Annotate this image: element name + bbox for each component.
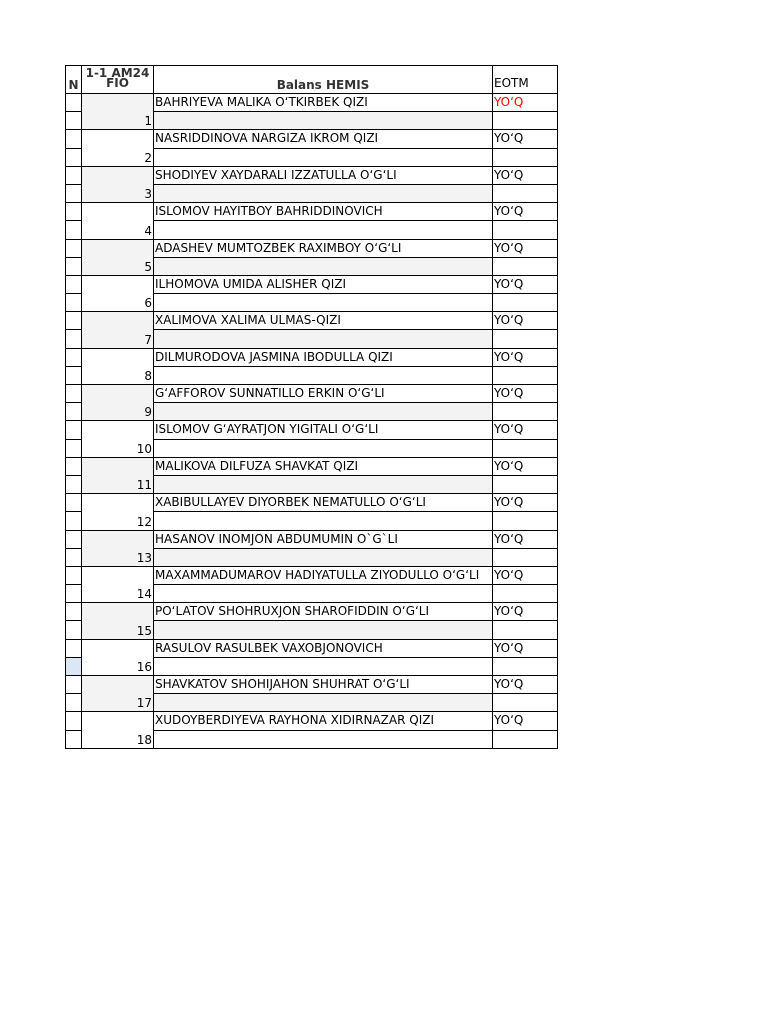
header-n[interactable]: N bbox=[66, 66, 82, 94]
status-sub-cell[interactable] bbox=[493, 112, 558, 130]
header-group-line2: FIO bbox=[106, 76, 129, 90]
name-sub-cell[interactable] bbox=[154, 621, 493, 639]
eotm-status[interactable]: YO‘Q bbox=[493, 203, 558, 221]
name-sub-cell[interactable] bbox=[154, 548, 493, 566]
table-row bbox=[66, 639, 558, 657]
eotm-status[interactable]: YO‘Q bbox=[493, 566, 558, 584]
student-name[interactable]: DILMURODOVA JASMINA IBODULLA QIZI bbox=[154, 348, 493, 366]
status-sub-cell[interactable] bbox=[493, 512, 558, 530]
status-sub-cell[interactable] bbox=[493, 657, 558, 675]
name-sub-cell[interactable] bbox=[154, 330, 493, 348]
table-row bbox=[66, 530, 558, 548]
header-group[interactable] bbox=[82, 66, 154, 94]
n-cell[interactable] bbox=[66, 730, 82, 748]
row-number[interactable]: 2 bbox=[82, 130, 154, 166]
n-cell[interactable] bbox=[66, 385, 82, 403]
n-cell[interactable] bbox=[66, 184, 82, 202]
n-cell[interactable] bbox=[66, 148, 82, 166]
n-cell[interactable] bbox=[66, 566, 82, 584]
status-sub-cell[interactable] bbox=[493, 621, 558, 639]
name-sub-cell[interactable] bbox=[154, 475, 493, 493]
row-number[interactable]: 12 bbox=[82, 494, 154, 530]
status-sub-cell[interactable] bbox=[493, 366, 558, 384]
status-sub-cell[interactable] bbox=[493, 403, 558, 421]
student-name[interactable]: SHAVKATOV SHOHIJAHON SHUHRAT O‘G‘LI bbox=[154, 676, 493, 694]
name-sub-cell[interactable] bbox=[154, 221, 493, 239]
n-cell[interactable] bbox=[66, 512, 82, 530]
student-name[interactable]: ISLOMOV HAYITBOY BAHRIDDINOVICH bbox=[154, 203, 493, 221]
student-name[interactable]: SHODIYEV XAYDARALI IZZATULLA O‘G‘LI bbox=[154, 166, 493, 184]
status-sub-cell[interactable] bbox=[493, 694, 558, 712]
n-cell[interactable] bbox=[66, 712, 82, 730]
eotm-status[interactable]: YO‘Q bbox=[493, 639, 558, 657]
table-row bbox=[66, 603, 558, 621]
student-table bbox=[65, 65, 558, 749]
table-row bbox=[66, 130, 558, 148]
n-cell[interactable] bbox=[66, 494, 82, 512]
eotm-status[interactable]: YO‘Q bbox=[493, 712, 558, 730]
status-sub-cell[interactable] bbox=[493, 257, 558, 275]
name-sub-cell[interactable] bbox=[154, 294, 493, 312]
eotm-status[interactable]: YO‘Q bbox=[493, 348, 558, 366]
row-number[interactable]: 6 bbox=[82, 275, 154, 311]
student-name[interactable]: XUDOYBERDIYEVA RAYHONA XIDIRNAZAR QIZI bbox=[154, 712, 493, 730]
n-cell[interactable] bbox=[66, 166, 82, 184]
name-sub-cell[interactable] bbox=[154, 148, 493, 166]
n-cell[interactable] bbox=[66, 639, 82, 657]
n-cell[interactable] bbox=[66, 603, 82, 621]
n-cell[interactable] bbox=[66, 694, 82, 712]
eotm-status[interactable]: YO‘Q bbox=[493, 385, 558, 403]
eotm-status[interactable]: YO‘Q bbox=[493, 494, 558, 512]
name-sub-cell[interactable] bbox=[154, 184, 493, 202]
n-cell[interactable] bbox=[66, 348, 82, 366]
student-name[interactable]: ISLOMOV G‘AYRATJON YIGITALI O‘G‘LI bbox=[154, 421, 493, 439]
eotm-status[interactable]: YO‘Q bbox=[493, 421, 558, 439]
status-sub-cell[interactable] bbox=[493, 548, 558, 566]
row-number[interactable]: 15 bbox=[82, 603, 154, 639]
table-row bbox=[66, 385, 558, 403]
row-number[interactable]: 11 bbox=[82, 457, 154, 493]
name-sub-cell[interactable] bbox=[154, 512, 493, 530]
student-name[interactable]: MAXAMMADUMAROV HADIYATULLA ZIYODULLO O‘G‘LI bbox=[154, 566, 493, 584]
n-cell[interactable] bbox=[66, 330, 82, 348]
n-cell[interactable] bbox=[66, 221, 82, 239]
table-row bbox=[66, 457, 558, 475]
eotm-status[interactable]: YO‘Q bbox=[493, 94, 558, 112]
header-row bbox=[66, 66, 558, 94]
n-cell[interactable] bbox=[66, 203, 82, 221]
n-cell[interactable] bbox=[66, 312, 82, 330]
student-name[interactable]: RASULOV RASULBEK VAXOBJONOVICH bbox=[154, 639, 493, 657]
row-number[interactable]: 8 bbox=[82, 348, 154, 384]
eotm-status[interactable]: YO‘Q bbox=[493, 457, 558, 475]
eotm-status[interactable]: YO‘Q bbox=[493, 530, 558, 548]
table-row bbox=[66, 348, 558, 366]
table-row bbox=[66, 312, 558, 330]
name-sub-cell[interactable] bbox=[154, 257, 493, 275]
row-number[interactable]: 17 bbox=[82, 676, 154, 712]
name-sub-cell[interactable] bbox=[154, 366, 493, 384]
n-cell[interactable] bbox=[66, 366, 82, 384]
n-cell[interactable] bbox=[66, 621, 82, 639]
table-row bbox=[66, 203, 558, 221]
n-cell[interactable] bbox=[66, 94, 82, 112]
row-number[interactable]: 4 bbox=[82, 203, 154, 239]
row-number[interactable]: 3 bbox=[82, 166, 154, 202]
header-eotm[interactable]: EOTM bbox=[493, 66, 558, 94]
row-number[interactable]: 9 bbox=[82, 385, 154, 421]
status-sub-cell[interactable] bbox=[493, 585, 558, 603]
n-cell[interactable] bbox=[66, 439, 82, 457]
eotm-status[interactable]: YO‘Q bbox=[493, 676, 558, 694]
header-group-line1: 1-1 AM24 bbox=[85, 66, 150, 80]
table-row bbox=[66, 712, 558, 730]
student-name[interactable]: PO‘LATOV SHOHRUXJON SHAROFIDDIN O‘G‘LI bbox=[154, 603, 493, 621]
n-cell[interactable] bbox=[66, 548, 82, 566]
student-name[interactable]: HASANOV INOMJON ABDUMUMIN O`G`LI bbox=[154, 530, 493, 548]
n-cell[interactable] bbox=[66, 585, 82, 603]
n-cell[interactable] bbox=[66, 403, 82, 421]
n-cell[interactable] bbox=[66, 294, 82, 312]
n-cell[interactable] bbox=[66, 676, 82, 694]
student-name[interactable]: ADASHEV MUMTOZBEK RAXIMBOY O‘G‘LI bbox=[154, 239, 493, 257]
n-cell[interactable] bbox=[66, 112, 82, 130]
n-cell[interactable] bbox=[66, 275, 82, 293]
table-row bbox=[66, 676, 558, 694]
student-name[interactable]: XABIBULLAYEV DIYORBEK NEMATULLO O‘G‘LI bbox=[154, 494, 493, 512]
status-sub-cell[interactable] bbox=[493, 475, 558, 493]
n-cell[interactable] bbox=[66, 475, 82, 493]
n-cell[interactable] bbox=[66, 457, 82, 475]
table-row bbox=[66, 566, 558, 584]
eotm-status[interactable]: YO‘Q bbox=[493, 603, 558, 621]
student-name[interactable]: ILHOMOVA UMIDA ALISHER QIZI bbox=[154, 275, 493, 293]
status-sub-cell[interactable] bbox=[493, 330, 558, 348]
row-number[interactable]: 13 bbox=[82, 530, 154, 566]
row-number[interactable]: 14 bbox=[82, 566, 154, 602]
status-sub-cell[interactable] bbox=[493, 148, 558, 166]
eotm-status[interactable]: YO‘Q bbox=[493, 312, 558, 330]
row-number[interactable]: 18 bbox=[82, 712, 154, 748]
name-sub-cell[interactable] bbox=[154, 730, 493, 748]
row-number[interactable]: 10 bbox=[82, 421, 154, 457]
eotm-status[interactable]: YO‘Q bbox=[493, 239, 558, 257]
n-cell[interactable] bbox=[66, 657, 82, 675]
table-row bbox=[66, 275, 558, 293]
name-sub-cell[interactable] bbox=[154, 657, 493, 675]
n-cell[interactable] bbox=[66, 130, 82, 148]
name-sub-cell[interactable] bbox=[154, 439, 493, 457]
row-number[interactable]: 16 bbox=[82, 639, 154, 675]
n-cell[interactable] bbox=[66, 239, 82, 257]
eotm-status[interactable]: YO‘Q bbox=[493, 166, 558, 184]
student-name[interactable]: BAHRIYEVA MALIKA O‘TKIRBEK QIZI bbox=[154, 94, 493, 112]
status-sub-cell[interactable] bbox=[493, 730, 558, 748]
table-row bbox=[66, 166, 558, 184]
table-row bbox=[66, 239, 558, 257]
name-sub-cell[interactable] bbox=[154, 585, 493, 603]
eotm-status[interactable]: YO‘Q bbox=[493, 130, 558, 148]
status-sub-cell[interactable] bbox=[493, 221, 558, 239]
header-balans[interactable]: Balans HEMIS bbox=[154, 66, 493, 94]
status-sub-cell[interactable] bbox=[493, 184, 558, 202]
table-row bbox=[66, 94, 558, 112]
table-row bbox=[66, 494, 558, 512]
table-row bbox=[66, 421, 558, 439]
name-sub-cell[interactable] bbox=[154, 403, 493, 421]
student-name[interactable]: MALIKOVA DILFUZA SHAVKAT QIZI bbox=[154, 457, 493, 475]
student-name[interactable]: XALIMOVA XALIMA ULMAS-QIZI bbox=[154, 312, 493, 330]
student-name[interactable]: G‘AFFOROV SUNNATILLO ERKIN O‘G‘LI bbox=[154, 385, 493, 403]
row-number[interactable]: 5 bbox=[82, 239, 154, 275]
status-sub-cell[interactable] bbox=[493, 439, 558, 457]
name-sub-cell[interactable] bbox=[154, 694, 493, 712]
name-sub-cell[interactable] bbox=[154, 112, 493, 130]
eotm-status[interactable]: YO‘Q bbox=[493, 275, 558, 293]
n-cell[interactable] bbox=[66, 257, 82, 275]
status-sub-cell[interactable] bbox=[493, 294, 558, 312]
row-number[interactable]: 7 bbox=[82, 312, 154, 348]
n-cell[interactable] bbox=[66, 530, 82, 548]
student-name[interactable]: NASRIDDINOVA NARGIZA IKROM QIZI bbox=[154, 130, 493, 148]
n-cell[interactable] bbox=[66, 421, 82, 439]
row-number[interactable]: 1 bbox=[82, 94, 154, 130]
